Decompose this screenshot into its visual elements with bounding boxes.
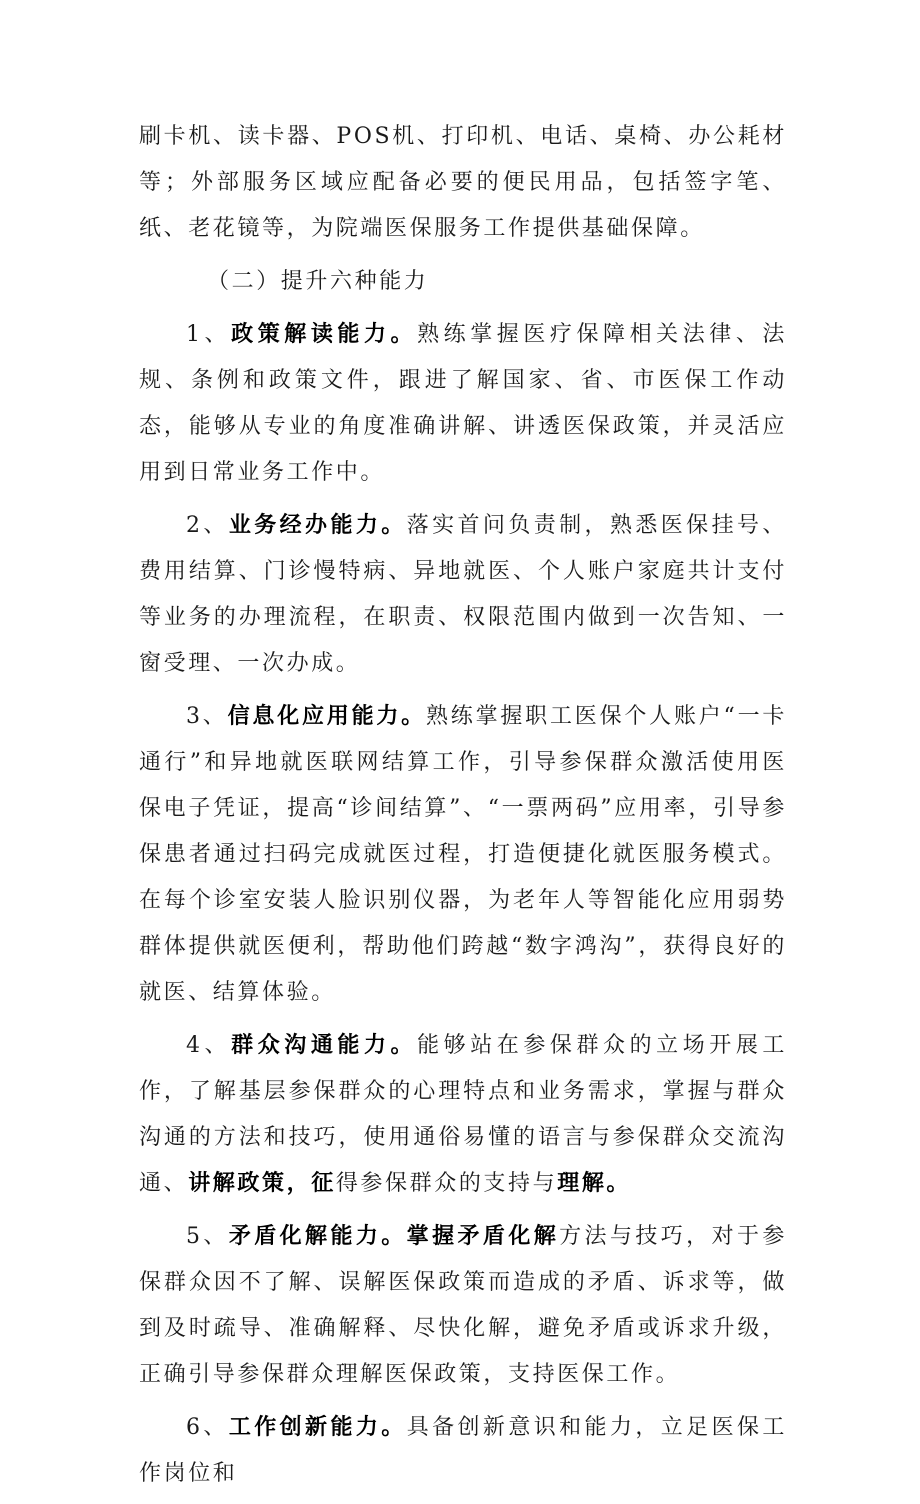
paragraph-work-innovation bbox=[139, 1405, 787, 1497]
paragraph-informatization bbox=[139, 694, 787, 1016]
item-number: 2、 bbox=[186, 513, 229, 538]
item-title: 群众沟通能力。 bbox=[231, 1033, 418, 1058]
paragraph-text: 得参保群众的支持与 bbox=[335, 1171, 558, 1196]
section-heading-text: （二）提升六种能力 bbox=[207, 269, 429, 294]
item-title: 信息化应用能力。 bbox=[227, 704, 426, 729]
item-title: 业务经办能力。 bbox=[228, 513, 407, 538]
paragraph-conflict-resolution bbox=[139, 1214, 787, 1398]
item-number: 3、 bbox=[186, 704, 228, 729]
item-title: 政策解读能力。 bbox=[231, 322, 418, 347]
item-number: 6、 bbox=[186, 1415, 229, 1440]
paragraph-text: 熟练掌握职工医保个人账户“一卡通行”和异地就医联网结算工作，引导参保群众激活使用医保电子凭证，提高“诊间结算”、“一票两码”应用率，引导参保患者通过扫码完成就医过程，打造便捷化就医服务模式。在每个诊室安装人脸识别仪器，为老年人等智能化应用弱势群体提供就医便利，帮助他们跨越“数字鸿沟”，获得良好的就医、结算体验。 bbox=[139, 704, 787, 1005]
bold-phrase: 讲解政策，征 bbox=[188, 1171, 336, 1196]
item-title: 工作创新能力。 bbox=[228, 1415, 407, 1440]
paragraph-text: 刷卡机、读卡器、POS机、打印机、电话、桌椅、办公耗材等；外部服务区域应配备必要的便民用品，包括签字笔、纸、老花镜等，为院端医保服务工作提供基础保障。 bbox=[139, 124, 787, 241]
item-number: 5、 bbox=[186, 1224, 229, 1249]
paragraph-business-handling bbox=[139, 503, 787, 687]
paragraph-policy-interpretation bbox=[139, 312, 787, 496]
item-title: 矛盾化解能力。掌握矛盾化解 bbox=[228, 1224, 560, 1249]
paragraph-text: 能够站在参保群众的立场开展工作，了解基层参保群众的心理特点和业务需求，掌握与群众沟通的方法和技巧，使用通俗易懂的语言与参保群众交流沟通、 bbox=[139, 1033, 787, 1196]
paragraph-text: 落实首问负责制，熟悉医保挂号、费用结算、门诊慢特病、异地就医、个人账户家庭共计支付等业务的办理流程，在职责、权限范围内做到一次告知、一窗受理、一次办成。 bbox=[139, 513, 787, 676]
bold-phrase: 理解。 bbox=[557, 1171, 632, 1196]
paragraph-text: 熟练掌握医疗保障相关法律、法规、条例和政策文件，跟进了解国家、省、市医保工作动态，能够从专业的角度准确讲解、讲透医保政策，并灵活应用到日常业务工作中。 bbox=[139, 322, 787, 485]
item-number: 1、 bbox=[186, 322, 232, 347]
document-body bbox=[139, 114, 787, 1504]
item-number: 4、 bbox=[186, 1033, 232, 1058]
paragraph-equipment-list bbox=[139, 114, 787, 252]
paragraph-text: 具备创新意识和能力，立足医保工作岗位和 bbox=[139, 1415, 787, 1486]
section-heading bbox=[139, 259, 787, 305]
paragraph-text: 方法与技巧，对于参保群众因不了解、误解医保政策而造成的矛盾、诉求等，做到及时疏导、准确解释、尽快化解，避免矛盾或诉求升级，正确引导参保群众理解医保政策，支持医保工作。 bbox=[139, 1224, 788, 1387]
paragraph-public-communication bbox=[139, 1023, 787, 1207]
